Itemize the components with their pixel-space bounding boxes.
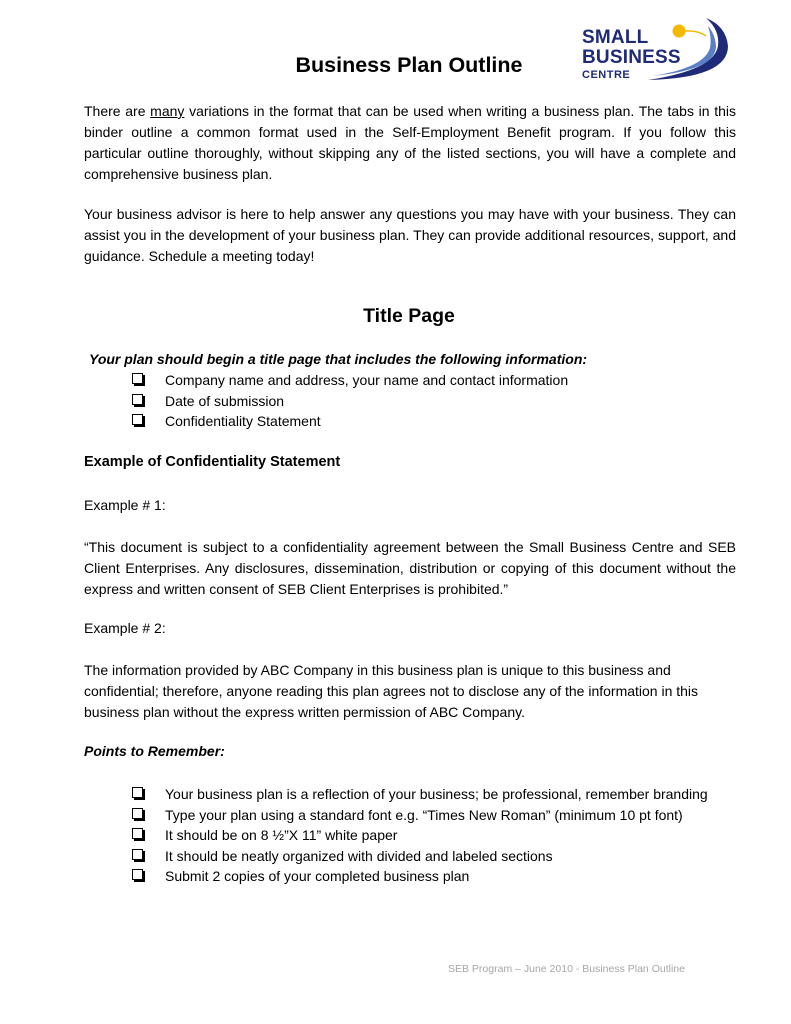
checkbox-icon (132, 828, 143, 839)
logo-line-small: SMALL (582, 27, 649, 48)
example-2-text: The information provided by ABC Company in this business plan is unique to this business and confidential; therefore, anyone reading this plan agrees not to disclose any of the information in this business plan without the express written permission of ABC Company. (84, 662, 699, 720)
checkbox-icon (132, 787, 143, 798)
checkbox-icon (132, 373, 143, 384)
logo-line-centre: CENTRE (582, 69, 631, 81)
intro-p1-start: There are (84, 103, 151, 119)
title-page-lead: Your plan should begin a title page that includes the following information: (89, 351, 588, 367)
confidentiality-heading: Example of Confidentiality Statement (84, 454, 341, 470)
points-heading: Points to Remember: (84, 743, 225, 759)
checkbox-icon (132, 869, 143, 880)
example-1-text: “This document is subject to a confidentiality agreement between the Small Business Centre and SEB Client Enterprises. Any disclosures, dissemination, distribution or copying of this document without the express and written consent of SEB Client Enterprises is prohibited.” (84, 539, 736, 597)
checklist-item-label: Company name and address, your name and contact information (165, 372, 569, 388)
page-footer: SEB Program – June 2010 - Business Plan Outline (448, 963, 685, 975)
checklist-item-label: Submit 2 copies of your completed business plan (165, 868, 470, 884)
checklist-item-label: Confidentiality Statement (165, 413, 321, 429)
intro-p1-underlined: many (150, 103, 185, 119)
example-2-label: Example # 2: (84, 620, 166, 636)
checkbox-icon (132, 394, 143, 405)
logo-line-business: BUSINESS (582, 47, 681, 68)
page-title: Business Plan Outline (295, 53, 523, 77)
checklist-item-label: It should be on 8 ½”X 11” white paper (165, 827, 398, 843)
intro-p1-rest: variations in the format that can be used when writing a business plan. The tabs in this binder outline a common format used in the Self-Employment Benefit program. If you follow this particular outline thoroughly, without skipping any of the listed sections, you will have a complete and comprehensive business plan. (84, 103, 736, 182)
example-1-label: Example # 1: (84, 497, 166, 513)
intro-paragraph-1 (84, 101, 736, 185)
intro-paragraph-2: Your business advisor is here to help answer any questions you may have with your business. They can assist you in the development of your business plan. They can provide additional resources, support, and guidance. Schedule a meeting today! (84, 206, 736, 264)
title-page-heading: Title Page (363, 305, 455, 327)
checkbox-icon (132, 808, 143, 819)
checklist-item-label: It should be neatly organized with divided and labeled sections (165, 847, 553, 864)
checklist-item-label: Your business plan is a reflection of your business; be professional, remember branding (165, 786, 708, 802)
checkbox-icon (132, 414, 143, 425)
checkbox-icon (132, 849, 143, 860)
checklist-item-label: Type your plan using a standard font e.g. “Times New Roman” (minimum 10 pt font) (165, 806, 683, 823)
checklist-item-label: Date of submission (165, 392, 285, 409)
